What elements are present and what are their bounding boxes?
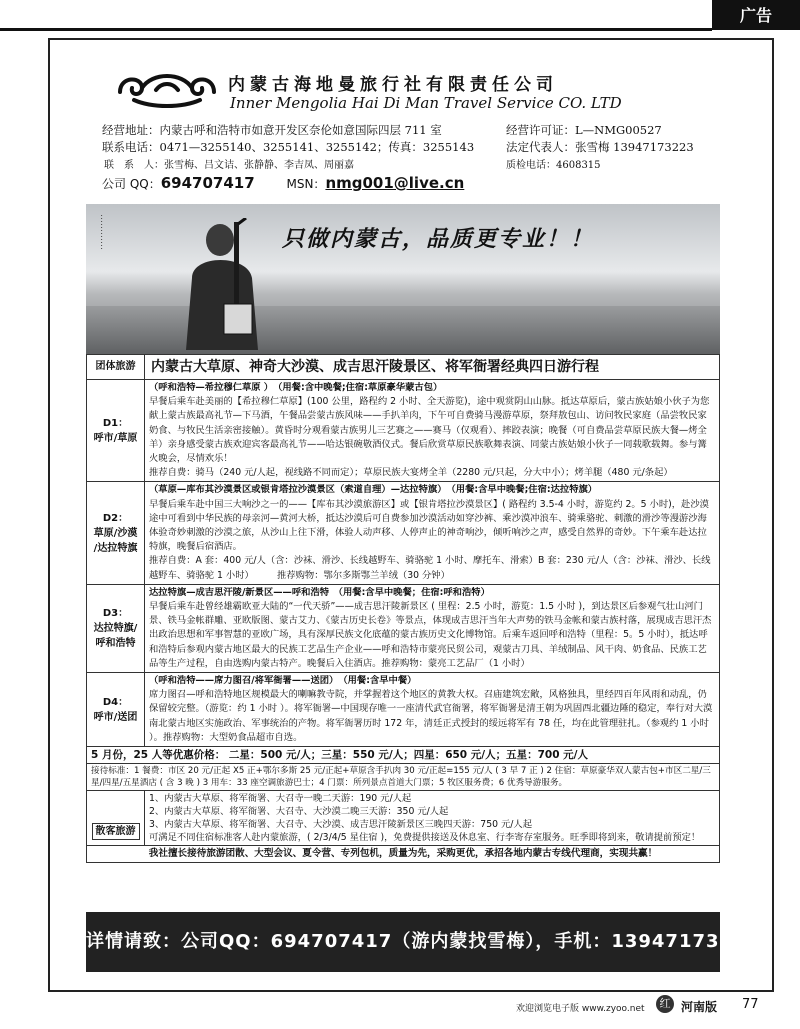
business-license: 经营许可证：L—NMG00527: [506, 123, 662, 137]
day-description: 早餐后乘车赴中国三大响沙之一的——【库布其沙漠旅游区】或【银肯塔拉沙漠景区】( 路程约 3.5-4 小时，游览约 2。5 小时)，赴沙漠途中可看到中华民族的母亲河—黄河大桥，抵达沙漠后可自费参加沙漠活动如穿沙裤、乘沙漠冲浪车、骑乘骆驼、刺激的滑沙等漫游沙海体验奇妙刺激的沙漠之旅，从沙山上往下滑，体验人动声移、人停声止的神奇响沙，倾听响沙之声，感受自然界的奇妙。下午乘车赴达拉特旗，晚餐后宿酒店。: [149, 498, 709, 553]
day-extra: 推荐自费：骑马（240 元/人起，视线路不同而定）；草原民族大宴烤全羊（2280 元/只起，分大中小）；烤羊腿（480 元/条起）: [149, 467, 673, 479]
edition-label: 河南版: [681, 1000, 718, 1014]
photo-banner: [86, 204, 720, 354]
scatter-line: 可满足不同住宿标准客人赴内蒙旅游，( 2/3/4/5 星住宿 )，免费提供接送及休息室、行李寄存室服务。旺季即将到来，敬请提前预定！: [149, 832, 701, 844]
day-route: （呼和浩特—希拉穆仁草原 ） （用餐:含中晚餐;住宿:草原豪华蒙古包）: [149, 382, 443, 393]
scatter-line: 3、内蒙古大草原、将军衙署、大召寺、大沙漠、成吉思汗陵新景区三晚四天游：750 元/人起: [149, 819, 533, 831]
company-address: 经营地址：内蒙古呼和浩特市如意开发区奈伦如意国际四层 711 室: [102, 123, 442, 137]
morin-khuur-player-icon: [172, 218, 282, 350]
scatter-tour-label: 散客旅游: [92, 823, 140, 840]
reception-standard: 接待标准：1 餐费：市区 20 元/正起 X5 正+鄂尔多斯 25 元/正起+草原含手扒肉 30 元/正起=155 元/人 ( 3 早 7 正 ) 2 住宿：草原豪华双人蒙古包+市区二星/三星/四星/五星酒店 ( 含 3 晚 ) 3 用车：33 座空调旅游巴士；4 门票：所列景点首道大门票；5 牧区服务费；6 优秀导游服务。: [87, 764, 720, 791]
day-route: （草原—库布其沙漠景区或银肯塔拉沙漠景区（索道自理）—达拉特旗） （用餐:含早中晚餐;住宿:达拉特旗）: [149, 484, 598, 496]
site-tagline: 欢迎浏览电子版 www.zyoo.net: [516, 1004, 645, 1014]
service-slogan: 我社擅长接待旅游团散、大型会议、夏令营、专列包机，质量为先，采购更优，承招各地内蒙古专线代理商，实现共赢！: [87, 846, 720, 863]
day-row-1: [87, 380, 720, 482]
day-description: 席力图召—呼和浩特地区规模最大的喇嘛教寺院，并掌握着这个地区的黄教大权。召庙建筑宏敞，风格独具，里经四百年风雨和动乱，仍保留较完整。（游览：约 1 小时 ）。将军衙署—中国现存唯一一座清代武官衙署，将军衙署是清王朝为巩固西北疆边陲的稳定，奉行对大漠南北蒙古地区实施政治、军事统治的产物。将军衙署历时 172 年，清廷正式授封的绥远将军有 78 任，均在此管理驻扎。（参观约 1 小时 ）。推荐购物：大型奶食品超市自选。: [149, 689, 713, 743]
banner-vertical-text: …………: [98, 214, 108, 250]
company-name-en: Inner Mengolia Hai Di Man Travel Service CO. LTD: [230, 94, 622, 112]
itinerary-table: [86, 354, 720, 863]
ad-content: [86, 56, 761, 974]
day-label: D2： 草原/沙漠 /达拉特旗: [87, 482, 145, 584]
msn-address: nmg001@live.cn: [325, 174, 465, 192]
day-route: （呼和浩特——席力图召/将军衙署——送团） （用餐:含早中餐）: [149, 675, 417, 687]
contact-banner: 详情请致：公司QQ：694707417（游内蒙找雪梅），手机：13947173223: [86, 912, 720, 972]
ad-label: 广告: [712, 0, 800, 30]
legal-representative: 法定代表人：张雪梅 13947173223: [506, 140, 694, 154]
group-tour-label: 团体旅游: [87, 355, 145, 380]
contact-phone: 联系电话：0471—3255140、3255141、3255142；传真：3255143: [102, 140, 475, 154]
publication-logo-icon: 红: [656, 995, 674, 1013]
day-extra: 推荐自费：A 套：400 元/人（含：沙袜、滑沙、长线越野车、骑骆驼 1 小时、摩托车、滑索）B 套：230 元/人（含：沙袜、滑沙、长线越野车、骑骆驼 1 小时） 推荐购物：鄂尔多斯鄂兰羊绒（30 分钟）: [149, 555, 711, 581]
day-label: D1： 呼市/草原: [87, 380, 145, 482]
day-description: 早餐后乘车赴美丽的【希拉穆仁草原】(100 公里，路程约 2 小时、全天游览)，途中观赏阴山山脉。抵达草原后，蒙古族姑娘小伙子为您献上蒙古族最高礼节—下马酒，午餐品尝蒙古族风味——手扒羊肉，下午可自费骑马漫游草原，祭拜敖包山、访问牧民家庭（品尝牧民家奶食、与牧民生活亲密接触）。黄昏时分观看蒙古族男儿三艺赛之——赛马（仅观看）、摔跤表演；晚餐（可自费品尝草原民族大餐—烤全羊）亲身感受蒙古族欢迎宾客最高礼节——哈达银碗敬酒仪式。餐后欣赏草原民族歌舞表演、同蒙古族姑娘小伙子一同载歌载舞。参与篝火晚会，尽情欢乐！: [149, 396, 710, 465]
company-name-cn: 内蒙古海地曼旅行社有限责任公司: [228, 75, 558, 95]
itinerary-title: 内蒙古大草原、神奇大沙漠、成吉思汗陵景区、将军衙署经典四日游行程: [145, 355, 720, 380]
qq-msn-line: [102, 174, 464, 192]
day-description: 早餐后乘车赴曾经雄霸欧亚大陆的“一代天骄”——成吉思汗陵新景区 ( 里程：2.5 小时，游览：1.5 小时 )，到达景区后参观气壮山河门景、铁马金帐群雕、亚欧版图、蒙古艾力、《蒙古历史长卷》等景点，体现成吉思汗当年大声势的铁马金帐和蒙古族村落，展现成吉思汗杰出政治思想和军事智慧的亚欧广场，具有深厚民族文化底蕴的蒙古族历史文化博物馆。后乘车返回呼和浩特（里程：5。5 小时），抵达呼和浩特后参观内蒙古地区最大的民族工艺品生产企业——呼和浩特市蒙亮民贸公司，观蒙古刀具、羊绒制品、风干肉、奶食品、民族工艺品等生产过程，自由选购内蒙古特产。晚餐后入住酒店。推荐购物：蒙亮工艺品厂（1 小时）: [149, 601, 712, 669]
day-row-2: [87, 482, 720, 584]
top-rule: [0, 28, 712, 31]
scatter-line: 2、内蒙古大草原、将军衙署、大召寺、大沙漠二晚三天游：350 元/人起: [149, 806, 449, 818]
qq-label: 公司 QQ：: [102, 177, 161, 191]
scatter-line: 1、内蒙古大草原、将军衙署、大召寺一晚二天游：190 元/人起: [149, 793, 412, 805]
quality-phone: 质检电话：4608315: [506, 160, 601, 171]
scatter-tour-row: [87, 791, 720, 846]
day-label: D3： 达拉特旗/ 呼和浩特: [87, 584, 145, 672]
day-row-4: [87, 673, 720, 747]
price-row: 5 月份，25 人等优惠价格： 二星：500 元/人；三星：550 元/人；四星：650 元/人；五星：700 元/人: [87, 747, 720, 764]
day-route: 达拉特旗—成吉思汗陵/新景区——呼和浩特 （用餐:含早中晚餐；住宿:呼和浩特）: [149, 586, 490, 598]
msn-label: MSN：: [286, 177, 326, 191]
cloud-logo-icon: [112, 68, 222, 108]
qq-number: 694707417: [160, 174, 255, 192]
day-row-3: [87, 584, 720, 672]
contact-persons: 联 系 人：张雪梅、吕文诘、张静静、李吉凤、周丽嘉: [104, 160, 354, 171]
page-number: 77: [742, 997, 759, 1012]
company-header: [86, 56, 720, 204]
day-label: D4： 呼市/送团: [87, 673, 145, 747]
banner-slogan: 只做内蒙古，品质更专业！！: [282, 226, 595, 252]
